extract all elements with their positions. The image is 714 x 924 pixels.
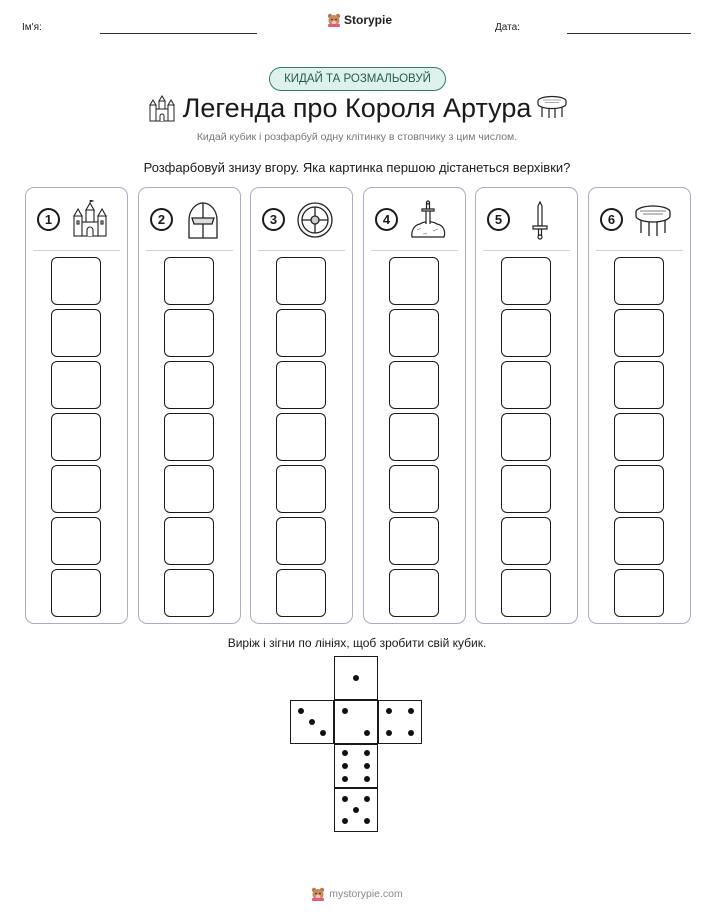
- die-pip: [364, 818, 370, 824]
- die-pip: [342, 796, 348, 802]
- color-cell[interactable]: [276, 517, 326, 565]
- column-4: [363, 187, 466, 624]
- color-cell[interactable]: [501, 309, 551, 357]
- color-cell[interactable]: [164, 517, 214, 565]
- color-cell[interactable]: [276, 309, 326, 357]
- color-cell[interactable]: [501, 257, 551, 305]
- color-cell[interactable]: [164, 257, 214, 305]
- footer-url: mystorypie.com: [329, 888, 403, 900]
- color-cell[interactable]: [389, 361, 439, 409]
- column-divider: [596, 250, 683, 251]
- column-divider: [146, 250, 233, 251]
- round-table-icon: [633, 200, 673, 240]
- die-face: [378, 700, 422, 744]
- footer-bear-icon: [311, 887, 325, 901]
- date-line[interactable]: [567, 33, 691, 34]
- column-divider: [33, 250, 120, 251]
- color-cell[interactable]: [389, 465, 439, 513]
- cut-instruction: Виріж і зігни по лініях, щоб зробити свій кубик.: [227, 636, 487, 650]
- die-pip: [408, 708, 414, 714]
- subtitle: Кидай кубик і розфарбуй одну клітинку в стовпчику з цим числом.: [196, 131, 518, 143]
- die-face: [334, 656, 378, 700]
- column-3: [250, 187, 353, 624]
- column-header: [26, 188, 127, 250]
- color-cell[interactable]: [389, 569, 439, 617]
- die-pip: [364, 796, 370, 802]
- footer: [0, 887, 714, 901]
- shield-icon: [295, 200, 335, 240]
- color-cell[interactable]: [276, 361, 326, 409]
- die-pip: [353, 807, 359, 813]
- column-header: [476, 188, 577, 250]
- color-cell[interactable]: [51, 413, 101, 461]
- column-header: [589, 188, 690, 250]
- color-cell[interactable]: [51, 309, 101, 357]
- die-pip: [386, 708, 392, 714]
- column-6: [588, 187, 691, 624]
- color-cell[interactable]: [276, 465, 326, 513]
- die-pip: [386, 730, 392, 736]
- color-cell[interactable]: [614, 361, 664, 409]
- color-cell[interactable]: [164, 361, 214, 409]
- die-face: [334, 788, 378, 832]
- die-pip: [342, 763, 348, 769]
- column-divider: [483, 250, 570, 251]
- column-5: [475, 187, 578, 624]
- column-number: 6: [600, 208, 623, 231]
- storypie-logo: [327, 13, 392, 27]
- color-cell[interactable]: [614, 257, 664, 305]
- column-header: [364, 188, 465, 250]
- helmet-icon: [183, 200, 223, 240]
- die-pip: [298, 708, 304, 714]
- color-cell[interactable]: [164, 413, 214, 461]
- die-pip: [342, 708, 348, 714]
- sword-icon: [520, 200, 560, 240]
- color-cell[interactable]: [51, 569, 101, 617]
- color-cell[interactable]: [51, 361, 101, 409]
- die-pip: [342, 750, 348, 756]
- color-cell[interactable]: [501, 517, 551, 565]
- title-table-icon: [536, 95, 568, 119]
- column-header: [139, 188, 240, 250]
- die-face: [290, 700, 334, 744]
- brand-name: Storypie: [344, 13, 393, 27]
- column-divider: [258, 250, 345, 251]
- die-pip: [364, 763, 370, 769]
- column-2: [138, 187, 241, 624]
- color-cell[interactable]: [51, 257, 101, 305]
- die-pip: [408, 730, 414, 736]
- color-cell[interactable]: [276, 413, 326, 461]
- page-title: Легенда про Короля Артура: [182, 93, 532, 123]
- color-cell[interactable]: [389, 517, 439, 565]
- color-cell[interactable]: [389, 309, 439, 357]
- column-number: 4: [375, 208, 398, 231]
- die-pip: [342, 776, 348, 782]
- color-cell[interactable]: [51, 517, 101, 565]
- color-cell[interactable]: [276, 569, 326, 617]
- activity-badge: КИДАЙ ТА РОЗМАЛЬОВУЙ: [269, 67, 446, 91]
- color-cell[interactable]: [164, 465, 214, 513]
- column-number: 5: [487, 208, 510, 231]
- color-cell[interactable]: [614, 413, 664, 461]
- color-cell[interactable]: [501, 413, 551, 461]
- color-cell[interactable]: [614, 569, 664, 617]
- die-pip: [320, 730, 326, 736]
- die-face: [334, 700, 378, 744]
- color-cell[interactable]: [614, 309, 664, 357]
- color-cell[interactable]: [501, 361, 551, 409]
- sword-in-stone-icon: [408, 200, 448, 240]
- color-cell[interactable]: [164, 309, 214, 357]
- column-number: 2: [150, 208, 173, 231]
- column-number: 1: [37, 208, 60, 231]
- name-line[interactable]: [100, 33, 257, 34]
- color-cell[interactable]: [614, 465, 664, 513]
- column-1: [25, 187, 128, 624]
- color-cell[interactable]: [614, 517, 664, 565]
- color-cell[interactable]: [389, 257, 439, 305]
- column-number: 3: [262, 208, 285, 231]
- die-pip: [342, 818, 348, 824]
- bear-icon: [327, 13, 341, 27]
- color-cell[interactable]: [276, 257, 326, 305]
- color-cell[interactable]: [51, 465, 101, 513]
- column-header: [251, 188, 352, 250]
- castle-icon: [70, 200, 110, 240]
- die-pip: [364, 750, 370, 756]
- instruction: Розфарбовуй знизу вгору. Яка картинка першою дістанеться верхівки?: [143, 160, 571, 175]
- color-cell[interactable]: [164, 569, 214, 617]
- die-face: [334, 744, 378, 788]
- date-label: Дата:: [495, 22, 520, 33]
- die-pip: [353, 675, 359, 681]
- name-label: Ім'я:: [22, 22, 42, 33]
- color-cell[interactable]: [389, 413, 439, 461]
- column-divider: [371, 250, 458, 251]
- die-pip: [309, 719, 315, 725]
- die-pip: [364, 730, 370, 736]
- color-cell[interactable]: [501, 465, 551, 513]
- color-cell[interactable]: [501, 569, 551, 617]
- die-pip: [364, 776, 370, 782]
